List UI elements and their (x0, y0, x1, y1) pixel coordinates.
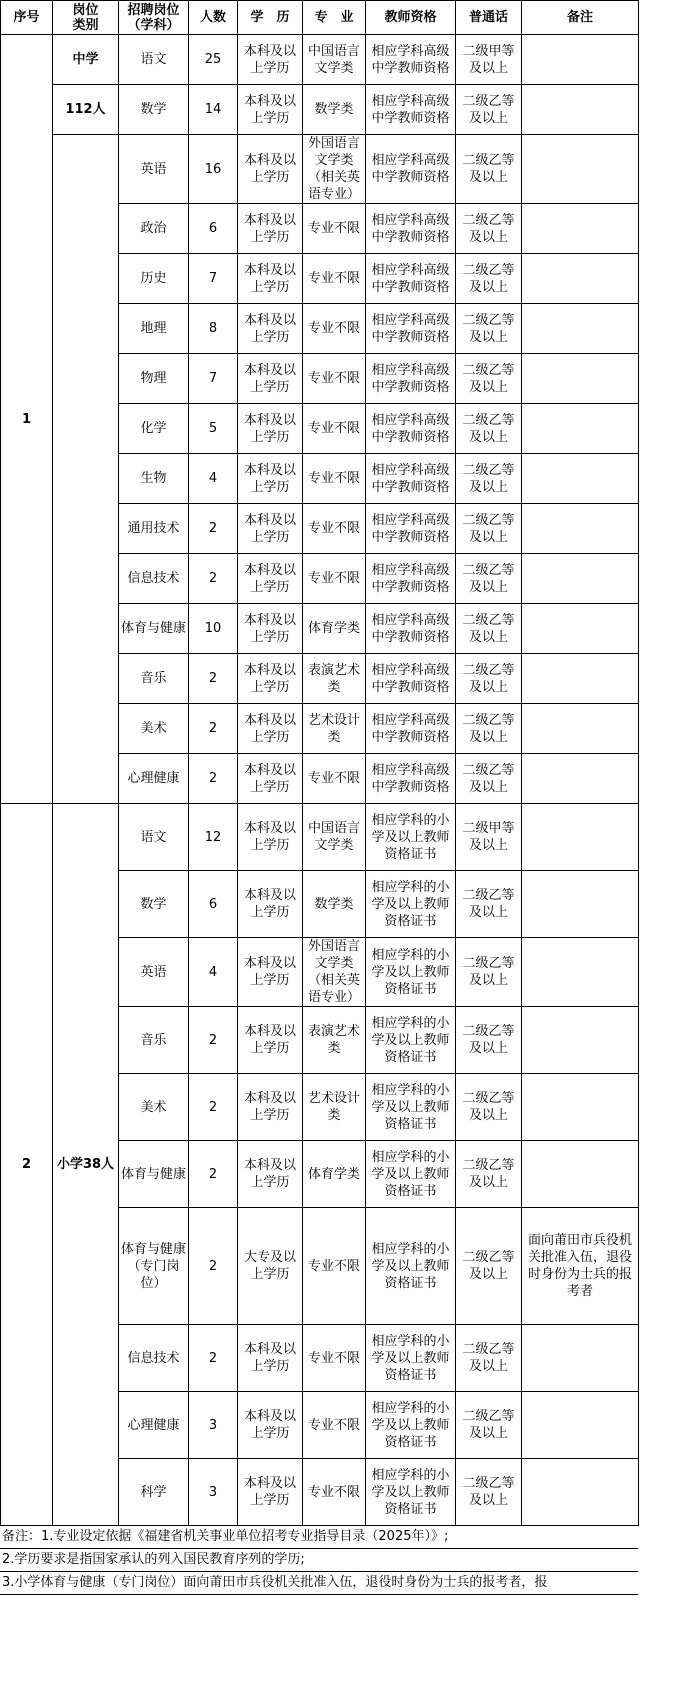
header-education: 学 历 (238, 1, 303, 35)
row-education: 本科及以上学历 (238, 1074, 303, 1141)
row-education: 本科及以上学历 (238, 404, 303, 454)
row-note (522, 754, 639, 804)
row-education: 本科及以上学历 (238, 604, 303, 654)
row-count: 3 (189, 1459, 238, 1526)
row-mandarin: 二级乙等及以上 (456, 254, 522, 304)
row-note (522, 704, 639, 754)
row-major: 专业不限 (303, 1325, 366, 1392)
row-subject: 化学 (119, 404, 189, 454)
row-category: 中学 (53, 35, 119, 85)
row-count: 2 (189, 1074, 238, 1141)
row-education: 本科及以上学历 (238, 554, 303, 604)
row-note (522, 304, 639, 354)
row-major: 专业不限 (303, 554, 366, 604)
row-note (522, 604, 639, 654)
row-category: 112人 (53, 85, 119, 135)
row-note (522, 1141, 639, 1208)
row-qualification: 相应学科高级中学教师资格 (366, 554, 456, 604)
row-note (522, 135, 639, 204)
footnote-line: 备注：1.专业设定依据《福建省机关事业单位招考专业指导目录（2025年）》; (0, 1526, 638, 1549)
row-subject: 心理健康 (119, 754, 189, 804)
row-qualification: 相应学科高级中学教师资格 (366, 454, 456, 504)
row-count: 2 (189, 554, 238, 604)
row-major: 专业不限 (303, 454, 366, 504)
row-count: 2 (189, 1208, 238, 1325)
row-major: 体育学类 (303, 604, 366, 654)
row-major: 数学类 (303, 871, 366, 938)
row-education: 本科及以上学历 (238, 1007, 303, 1074)
row-education: 本科及以上学历 (238, 35, 303, 85)
row-count: 16 (189, 135, 238, 204)
row-mandarin: 二级乙等及以上 (456, 404, 522, 454)
row-qualification: 相应学科高级中学教师资格 (366, 704, 456, 754)
row-major: 外国语言文学类（相关英语专业） (303, 938, 366, 1007)
row-mandarin: 二级乙等及以上 (456, 1459, 522, 1526)
row-mandarin: 二级乙等及以上 (456, 1007, 522, 1074)
row-note (522, 654, 639, 704)
row-qualification: 相应学科高级中学教师资格 (366, 754, 456, 804)
row-major: 艺术设计类 (303, 704, 366, 754)
row-count: 2 (189, 654, 238, 704)
row-major: 外国语言文学类（相关英语专业） (303, 135, 366, 204)
row-education: 本科及以上学历 (238, 135, 303, 204)
row-subject: 通用技术 (119, 504, 189, 554)
row-count: 4 (189, 938, 238, 1007)
row-subject: 信息技术 (119, 554, 189, 604)
row-mandarin: 二级乙等及以上 (456, 504, 522, 554)
row-major: 专业不限 (303, 1459, 366, 1526)
row-mandarin: 二级乙等及以上 (456, 654, 522, 704)
row-note (522, 1074, 639, 1141)
row-mandarin: 二级乙等及以上 (456, 554, 522, 604)
row-subject: 政治 (119, 204, 189, 254)
table-body (1, 35, 639, 1526)
row-education: 本科及以上学历 (238, 254, 303, 304)
row-mandarin: 二级甲等及以上 (456, 35, 522, 85)
row-count: 2 (189, 754, 238, 804)
header-subject: 招聘岗位 （学科） (119, 1, 189, 35)
row-qualification: 相应学科高级中学教师资格 (366, 35, 456, 85)
row-mandarin: 二级乙等及以上 (456, 1392, 522, 1459)
row-subject: 信息技术 (119, 1325, 189, 1392)
row-category-blank (53, 135, 119, 804)
row-qualification: 相应学科的小学及以上教师资格证书 (366, 1459, 456, 1526)
row-count: 2 (189, 504, 238, 554)
row-mandarin: 二级乙等及以上 (456, 1074, 522, 1141)
row-subject: 语文 (119, 804, 189, 871)
row-note (522, 35, 639, 85)
row-education: 本科及以上学历 (238, 938, 303, 1007)
row-mandarin: 二级乙等及以上 (456, 204, 522, 254)
row-education: 本科及以上学历 (238, 85, 303, 135)
row-mandarin: 二级乙等及以上 (456, 1141, 522, 1208)
row-category: 小学38人 (53, 804, 119, 1526)
footnotes (0, 1526, 638, 1595)
row-note (522, 454, 639, 504)
row-count: 5 (189, 404, 238, 454)
row-qualification: 相应学科高级中学教师资格 (366, 654, 456, 704)
row-note (522, 938, 639, 1007)
row-count: 6 (189, 871, 238, 938)
row-mandarin: 二级乙等及以上 (456, 604, 522, 654)
row-major: 数学类 (303, 85, 366, 135)
row-qualification: 相应学科高级中学教师资格 (366, 404, 456, 454)
row-subject: 英语 (119, 938, 189, 1007)
row-education: 大专及以上学历 (238, 1208, 303, 1325)
row-major: 专业不限 (303, 354, 366, 404)
row-note (522, 85, 639, 135)
row-major: 表演艺术类 (303, 1007, 366, 1074)
row-count: 4 (189, 454, 238, 504)
row-qualification: 相应学科高级中学教师资格 (366, 304, 456, 354)
row-subject: 音乐 (119, 1007, 189, 1074)
row-count: 7 (189, 354, 238, 404)
row-education: 本科及以上学历 (238, 304, 303, 354)
row-education: 本科及以上学历 (238, 1392, 303, 1459)
row-education: 本科及以上学历 (238, 504, 303, 554)
row-note: 面向莆田市兵役机关批准入伍，退役时身份为士兵的报考者 (522, 1208, 639, 1325)
row-subject: 体育与健康 (119, 604, 189, 654)
row-note (522, 804, 639, 871)
row-subject: 历史 (119, 254, 189, 304)
row-mandarin: 二级乙等及以上 (456, 1208, 522, 1325)
row-subject: 数学 (119, 871, 189, 938)
row-qualification: 相应学科的小学及以上教师资格证书 (366, 1325, 456, 1392)
row-mandarin: 二级乙等及以上 (456, 454, 522, 504)
row-count: 2 (189, 1007, 238, 1074)
row-count: 12 (189, 804, 238, 871)
header-qualification: 教师资格 (366, 1, 456, 35)
row-major: 专业不限 (303, 254, 366, 304)
row-major: 专业不限 (303, 204, 366, 254)
row-mandarin: 二级乙等及以上 (456, 1325, 522, 1392)
row-count: 7 (189, 254, 238, 304)
row-qualification: 相应学科的小学及以上教师资格证书 (366, 938, 456, 1007)
row-education: 本科及以上学历 (238, 1325, 303, 1392)
row-note (522, 404, 639, 454)
row-qualification: 相应学科高级中学教师资格 (366, 135, 456, 204)
table-row (1, 804, 639, 871)
row-qualification: 相应学科高级中学教师资格 (366, 354, 456, 404)
row-qualification: 相应学科的小学及以上教师资格证书 (366, 1208, 456, 1325)
row-qualification: 相应学科高级中学教师资格 (366, 504, 456, 554)
row-mandarin: 二级乙等及以上 (456, 754, 522, 804)
row-education: 本科及以上学历 (238, 654, 303, 704)
row-note (522, 871, 639, 938)
row-count: 10 (189, 604, 238, 654)
row-major: 中国语言文学类 (303, 35, 366, 85)
row-note (522, 504, 639, 554)
row-subject: 体育与健康 (119, 1141, 189, 1208)
row-major: 专业不限 (303, 304, 366, 354)
row-mandarin: 二级乙等及以上 (456, 354, 522, 404)
row-qualification: 相应学科的小学及以上教师资格证书 (366, 1007, 456, 1074)
row-qualification: 相应学科的小学及以上教师资格证书 (366, 1392, 456, 1459)
row-education: 本科及以上学历 (238, 704, 303, 754)
row-note (522, 554, 639, 604)
row-qualification: 相应学科高级中学教师资格 (366, 254, 456, 304)
row-subject: 美术 (119, 704, 189, 754)
row-mandarin: 二级乙等及以上 (456, 135, 522, 204)
table-row (1, 135, 639, 204)
row-mandarin: 二级乙等及以上 (456, 304, 522, 354)
row-seq: 1 (1, 35, 53, 804)
row-major: 艺术设计类 (303, 1074, 366, 1141)
row-education: 本科及以上学历 (238, 1141, 303, 1208)
row-qualification: 相应学科高级中学教师资格 (366, 85, 456, 135)
row-qualification: 相应学科的小学及以上教师资格证书 (366, 804, 456, 871)
row-qualification: 相应学科的小学及以上教师资格证书 (366, 871, 456, 938)
row-count: 2 (189, 704, 238, 754)
row-mandarin: 二级乙等及以上 (456, 871, 522, 938)
row-note (522, 1459, 639, 1526)
row-major: 专业不限 (303, 754, 366, 804)
row-major: 表演艺术类 (303, 654, 366, 704)
row-mandarin: 二级甲等及以上 (456, 804, 522, 871)
header-row (1, 1, 639, 35)
row-education: 本科及以上学历 (238, 1459, 303, 1526)
row-count: 3 (189, 1392, 238, 1459)
row-count: 2 (189, 1325, 238, 1392)
row-note (522, 354, 639, 404)
row-note (522, 1392, 639, 1459)
row-major: 体育学类 (303, 1141, 366, 1208)
row-seq: 2 (1, 804, 53, 1526)
row-count: 2 (189, 1141, 238, 1208)
row-subject: 语文 (119, 35, 189, 85)
row-count: 8 (189, 304, 238, 354)
row-qualification: 相应学科的小学及以上教师资格证书 (366, 1141, 456, 1208)
row-mandarin: 二级乙等及以上 (456, 85, 522, 135)
row-count: 25 (189, 35, 238, 85)
row-subject: 心理健康 (119, 1392, 189, 1459)
row-qualification: 相应学科的小学及以上教师资格证书 (366, 1074, 456, 1141)
footnote-line: 3.小学体育与健康（专门岗位）面向莆田市兵役机关批准入伍，退役时身份为士兵的报考者，报 (0, 1572, 638, 1595)
row-education: 本科及以上学历 (238, 871, 303, 938)
row-major: 专业不限 (303, 1392, 366, 1459)
row-education: 本科及以上学历 (238, 454, 303, 504)
row-education: 本科及以上学历 (238, 754, 303, 804)
row-major: 中国语言文学类 (303, 804, 366, 871)
row-count: 6 (189, 204, 238, 254)
row-qualification: 相应学科高级中学教师资格 (366, 204, 456, 254)
row-subject: 英语 (119, 135, 189, 204)
row-note (522, 254, 639, 304)
row-subject: 美术 (119, 1074, 189, 1141)
row-education: 本科及以上学历 (238, 204, 303, 254)
row-education: 本科及以上学历 (238, 804, 303, 871)
row-note (522, 204, 639, 254)
row-mandarin: 二级乙等及以上 (456, 704, 522, 754)
header-mandarin: 普通话 (456, 1, 522, 35)
row-subject: 数学 (119, 85, 189, 135)
row-note (522, 1007, 639, 1074)
table-row (1, 85, 639, 135)
header-category: 岗位 类别 (53, 1, 119, 35)
row-education: 本科及以上学历 (238, 354, 303, 404)
footnote-line: 2.学历要求是指国家承认的列入国民教育序列的学历; (0, 1549, 638, 1572)
row-major: 专业不限 (303, 1208, 366, 1325)
row-major: 专业不限 (303, 504, 366, 554)
row-subject: 生物 (119, 454, 189, 504)
row-qualification: 相应学科高级中学教师资格 (366, 604, 456, 654)
header-seq: 序号 (1, 1, 53, 35)
row-subject: 音乐 (119, 654, 189, 704)
row-mandarin: 二级乙等及以上 (456, 938, 522, 1007)
row-subject: 体育与健康（专门岗位） (119, 1208, 189, 1325)
row-subject: 科学 (119, 1459, 189, 1526)
table-row (1, 35, 639, 85)
header-major: 专 业 (303, 1, 366, 35)
row-subject: 地理 (119, 304, 189, 354)
row-count: 14 (189, 85, 238, 135)
row-note (522, 1325, 639, 1392)
header-notes: 备注 (522, 1, 639, 35)
header-count: 人数 (189, 1, 238, 35)
row-major: 专业不限 (303, 404, 366, 454)
row-subject: 物理 (119, 354, 189, 404)
